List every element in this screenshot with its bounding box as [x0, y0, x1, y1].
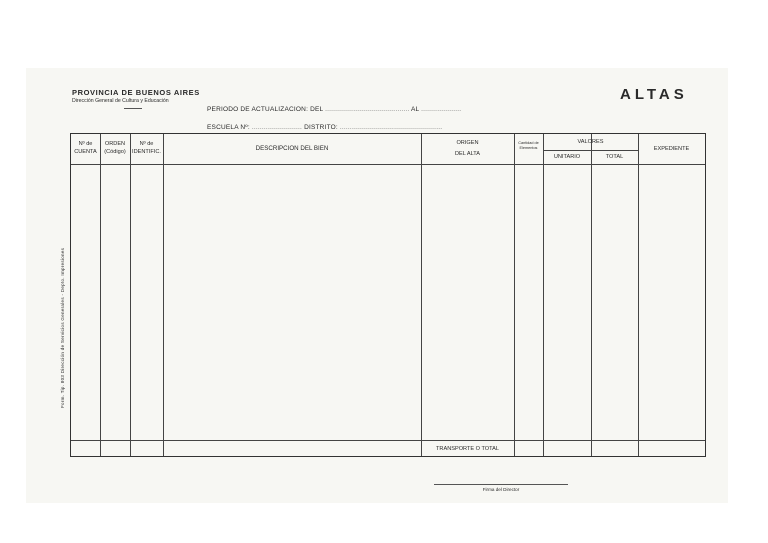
- col-divider: [591, 134, 592, 456]
- col-divider: [163, 134, 164, 456]
- header-origen-2: DEL ALTA: [454, 151, 481, 157]
- valores-rule: [543, 150, 638, 151]
- header-expediente: EXPEDIENTE: [653, 146, 690, 152]
- header-descripcion: DESCRIPCION DEL BIEN: [255, 145, 329, 152]
- header-divider: [124, 108, 142, 109]
- signature-line[interactable]: [434, 484, 568, 485]
- transport-total-label: TRANSPORTE O TOTAL: [436, 446, 499, 452]
- col-divider: [543, 134, 544, 456]
- col-divider: [421, 134, 422, 456]
- header-bottom-rule: [71, 164, 705, 165]
- col-divider: [130, 134, 131, 456]
- school-line: [207, 124, 442, 131]
- col-divider: [638, 134, 639, 456]
- province-heading: PROVINCIA DE BUENOS AIRES: [72, 88, 200, 97]
- header-cuenta: Nº de CUENTA: [74, 141, 97, 155]
- period-label: PERIODO DE ACTUALIZACION: DEL: [207, 106, 324, 113]
- inventory-table: [70, 133, 706, 457]
- period-line: [207, 106, 461, 113]
- header-orden: ORDEN (Código): [104, 141, 126, 155]
- directorate-subheading: Dirección General de Cultura y Educación: [72, 98, 169, 104]
- form-title: ALTAS: [620, 86, 688, 103]
- header-identif: Nº de IDENTIFIC.: [132, 141, 161, 155]
- header-valores: VALORES: [577, 139, 604, 145]
- signature-label: Firma del Director: [482, 487, 520, 492]
- period-al-label: AL: [411, 106, 420, 113]
- district-field[interactable]: ...................................................: [339, 124, 443, 131]
- district-label: DISTRITO:: [304, 124, 338, 131]
- header-cantidad: Cantidad de Elementos: [518, 141, 539, 150]
- period-from-field[interactable]: ..........................................: [325, 106, 410, 113]
- school-field[interactable]: .........................: [251, 124, 303, 131]
- period-to-field[interactable]: ....................: [421, 106, 462, 113]
- side-print-note: Form. Tip. 803 Dirección de Servicios Generales - Depto. Impresiones: [60, 247, 65, 408]
- footer-rule: [71, 440, 705, 441]
- header-unitario: UNITARIO: [553, 154, 581, 160]
- school-label: ESCUELA Nº:: [207, 124, 250, 131]
- col-divider: [100, 134, 101, 456]
- header-total: TOTAL: [605, 154, 624, 160]
- col-divider: [514, 134, 515, 456]
- header-origen-1: ORIGEN: [456, 140, 479, 146]
